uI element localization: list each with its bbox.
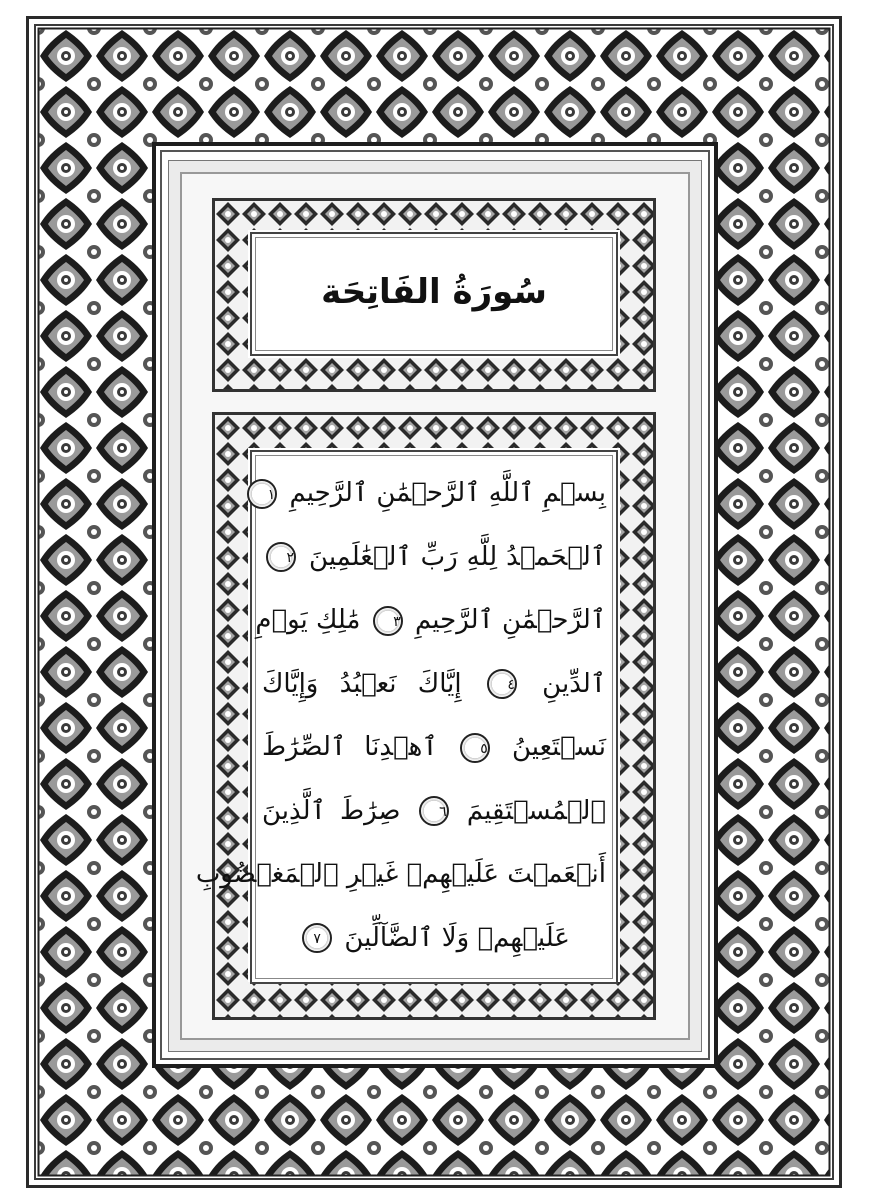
verse-text: نَسۡتَعِينُ: [511, 732, 607, 762]
verse-text: ٱلۡمُسۡتَقِيمَ: [466, 795, 607, 826]
verse-text: مَٰلِكِ يَوۡمِ: [255, 605, 361, 635]
verse-line-4: [262, 653, 606, 717]
aya-number-marker: ٣: [373, 606, 403, 636]
verse-text: إِيَّاكَ نَعۡبُدُ وَإِيَّاكَ: [262, 668, 462, 699]
verse-text: ٱلدِّينِ: [542, 668, 607, 699]
verse-line-5: [262, 716, 606, 780]
aya-number-marker: ٦: [419, 796, 449, 826]
verse-text: ٱلۡحَمۡدُ لِلَّهِ رَبِّ ٱلۡعَٰلَمِينَ: [309, 541, 607, 572]
aya-number-marker: ١: [247, 479, 277, 509]
verse-text: ٱلرَّحۡمَٰنِ ٱلرَّحِيمِ: [415, 605, 606, 635]
surah-title: سُورَةُ الفَاتِحَة: [321, 272, 547, 312]
aya-number-marker: ٧: [302, 923, 332, 953]
aya-number-marker: ٢: [266, 542, 296, 572]
verse-text: بِسۡمِ ٱللَّهِ ٱلرَّحۡمَٰنِ ٱلرَّحِيمِ: [289, 478, 606, 508]
verse-line-6: [262, 780, 606, 844]
verse-text: أَنۡعَمۡتَ عَلَيۡهِمۡ غَيۡرِ ٱلۡمَغۡضُوبِ: [195, 859, 606, 889]
verses-block: [195, 462, 607, 972]
aya-number-marker: ٥: [460, 733, 490, 763]
verse-line-8: [262, 907, 606, 971]
verse-line-2: [262, 526, 606, 590]
verse-text: عَلَيۡهِمۡ وَلَا ٱلضَّآلِّينَ: [344, 922, 570, 953]
verse-line-1: [262, 462, 606, 526]
aya-number-marker: ٤: [487, 669, 517, 699]
verse-text: ٱهۡدِنَا ٱلصِّرَٰطَ: [262, 732, 438, 762]
verse-text: صِرَٰطَ ٱلَّذِينَ: [262, 795, 401, 826]
verse-line-7: [195, 843, 606, 907]
verse-line-3: [255, 589, 606, 653]
